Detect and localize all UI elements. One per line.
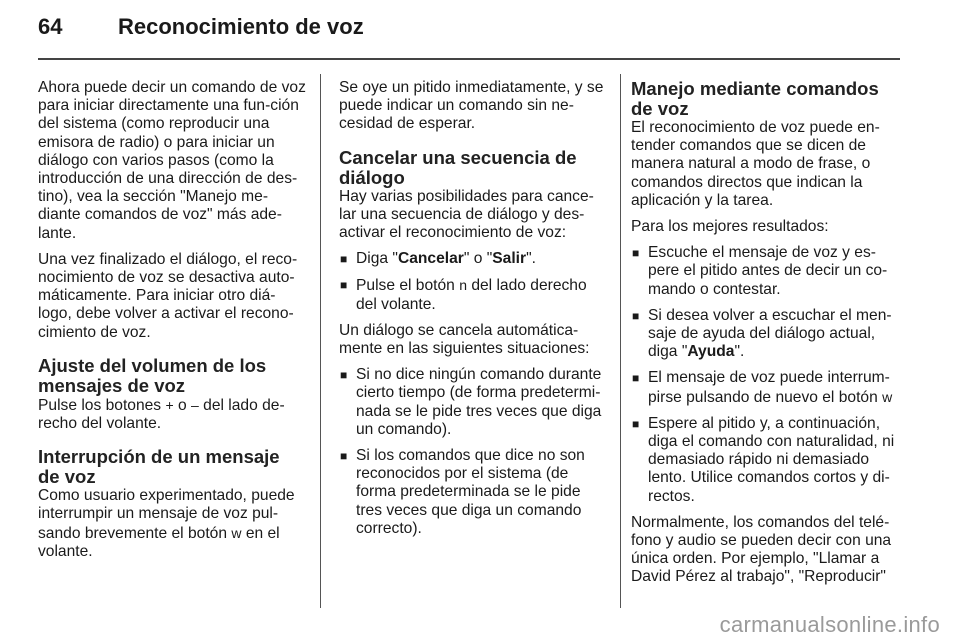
paragraph: Como usuario experimentado, puede interrumpir un mensaje de voz pul-sando brevemente el botón w en el volante. xyxy=(38,487,295,560)
column-3 xyxy=(631,79,901,595)
bullet-list xyxy=(339,250,607,314)
paragraph: Normalmente, los comandos del telé-fono y audio se pueden decir con una única orden. Por ejemplo, "Llamar a David Pérez al trabajo", "Reproducir" xyxy=(631,513,892,586)
column-1 xyxy=(38,79,306,569)
header-rule xyxy=(38,58,900,60)
bullet-icon: ■ xyxy=(632,308,640,323)
paragraph: El reconocimiento de voz puede en-tender comandos que se dicen de manera natural a modo de frase, o comandos directos que indican la aplicación y la tarea. xyxy=(631,119,880,209)
section-heading-volumen: Ajuste del volumen de los mensajes de voz xyxy=(38,354,267,396)
list-item: ■ El mensaje de voz puede interrum-pirse pulsando de nuevo el botón w xyxy=(632,369,893,406)
list-item: ■ Diga "Cancelar" o "Salir". xyxy=(340,250,536,268)
list-item: ■ Espere al pitido y, a continuación, diga el comando con naturalidad, ni demasiado rápido ni demasiado lento. Utilice comandos cortos y di-rectos. xyxy=(632,414,895,505)
paragraph: Pulse los botones + o – del lado de-recho del volante. xyxy=(38,396,285,433)
bullet-icon: ■ xyxy=(632,371,640,386)
list-item: ■ Si desea volver a escuchar el men-saje de ayuda del diálogo actual, diga "Ayuda". xyxy=(632,306,892,361)
paragraph: Para los mejores resultados: xyxy=(631,218,829,236)
list-item: ■ Escuche el mensaje de voz y es-pere el pitido antes de decir un co-mando o contestar. xyxy=(632,244,888,298)
minus-icon: – xyxy=(191,396,199,413)
paragraph: Una vez finalizado el diálogo, el reco-nocimiento de voz se desactiva auto-máticamente. Para iniciar otro diá-logo, debe volver a activar el recono-cimiento de voz. xyxy=(38,250,298,341)
paragraph: Ahora puede decir un comando de voz para iniciar directamente una fun-ción del sistema (como reproducir una emisora de radio) o para iniciar un diálogo con varios pasos (como la introducción de una dirección de des-tino), vea la sección "Manejo me-diante comandos de voz" más ade-lante. xyxy=(38,79,306,242)
section-heading-cancelar: Cancelar una secuencia de diálogo xyxy=(339,146,577,188)
section-heading-interrupcion: Interrupción de un mensaje de voz xyxy=(38,446,280,488)
paragraph: Hay varias posibilidades para cance-lar una secuencia de diálogo y des-activar el reconocimiento de voz: xyxy=(339,187,594,242)
bullet-icon: ■ xyxy=(632,246,640,261)
page-header xyxy=(38,14,364,54)
voice-button-icon: w xyxy=(231,524,242,541)
list-item: ■ Si los comandos que dice no son reconocidos por el sistema (de forma predeterminada se le pide tres veces que diga un comando correcto). xyxy=(340,447,585,537)
watermark: carmanualsonline.info xyxy=(719,612,940,637)
bullet-icon: ■ xyxy=(340,449,348,464)
section-heading-manejo: Manejo mediante comandos de voz xyxy=(631,78,879,119)
hang-up-icon: n xyxy=(459,277,467,294)
column-2 xyxy=(339,79,607,546)
bullet-icon: ■ xyxy=(340,252,348,267)
bullet-icon: ■ xyxy=(340,368,348,383)
list-item: ■ Pulse el botón n del lado derecho del volante. xyxy=(340,277,587,313)
bullet-list xyxy=(631,244,901,506)
column-divider xyxy=(320,74,321,608)
list-item: ■ Si no dice ningún comando durante cierto tiempo (de forma predetermi-nada se le pide tres veces que diga un comando). xyxy=(340,366,602,438)
page-title: Reconocimiento de voz xyxy=(118,14,364,39)
paragraph: Un diálogo se cancela automática-mente en las siguientes situaciones: xyxy=(339,321,590,358)
paragraph: Se oye un pitido inmediatamente, y se puede indicar un comando sin ne-cesidad de esperar. xyxy=(339,79,604,133)
page-number: 64 xyxy=(38,14,63,39)
bullet-icon: ■ xyxy=(632,416,640,431)
column-divider xyxy=(620,74,621,608)
bullet-icon: ■ xyxy=(340,278,348,293)
voice-button-icon: w xyxy=(882,388,893,405)
bullet-list xyxy=(339,366,607,538)
plus-icon: + xyxy=(165,396,174,413)
